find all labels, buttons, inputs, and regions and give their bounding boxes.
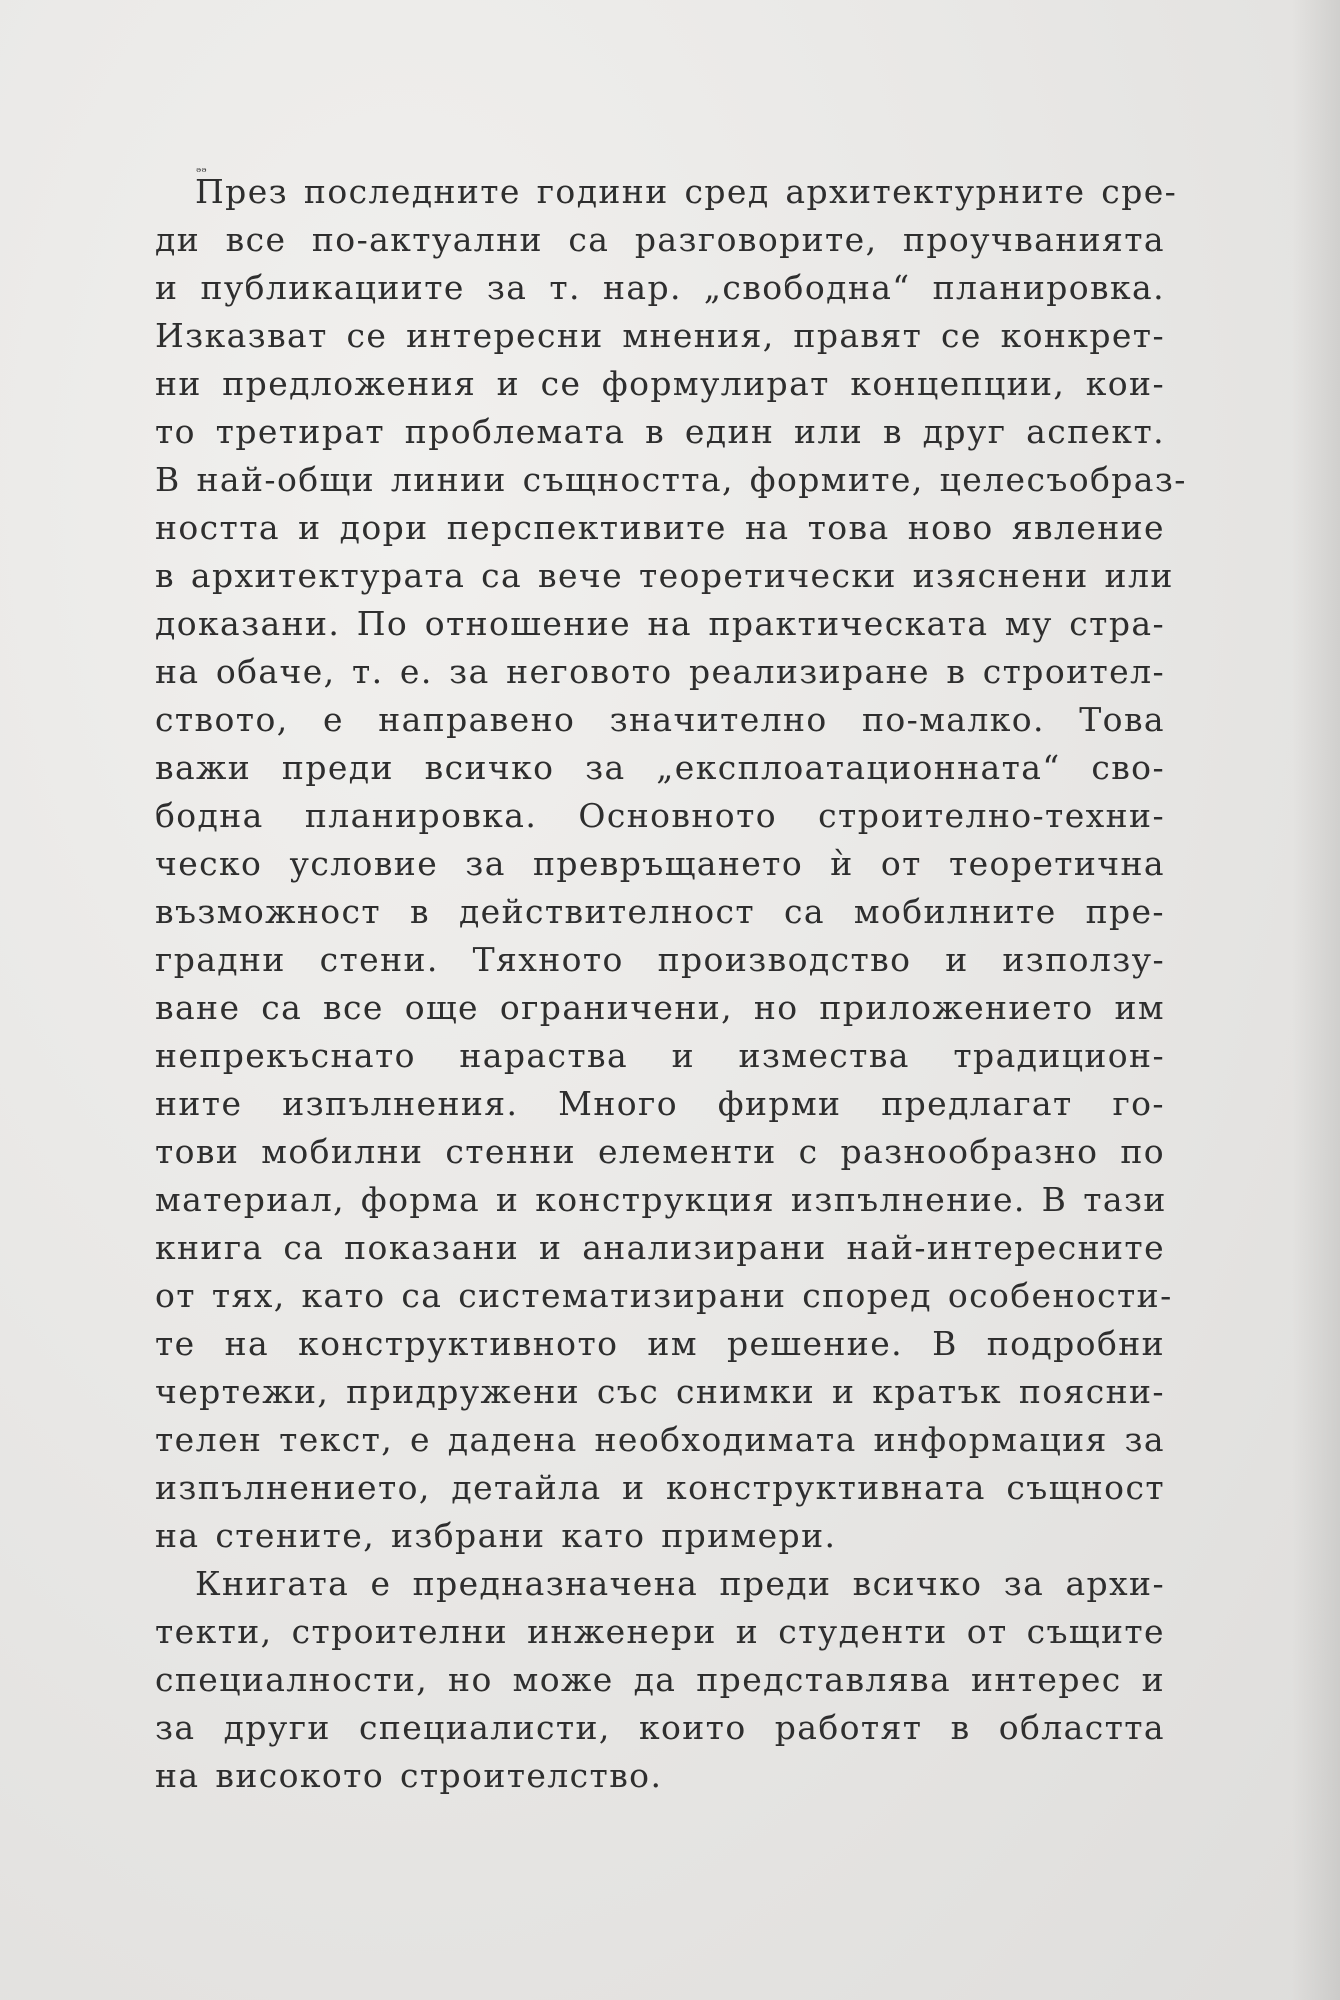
text-line: на стените, избрани като примери. [155,1516,837,1555]
text-line: възможност в действителност са мобилните пре- [155,892,1165,931]
text-line: доказани. По отношение на практическата му стра- [155,604,1165,643]
text-line: в архитектурата са вече теоретически изяснени или [155,556,1174,595]
text-line: ни предложения и се формулират концепции, кои- [155,364,1165,403]
text-line: ди все по-актуални са разговорите, проучванията [155,220,1165,259]
pencil-mark: ₔₔ [196,160,207,176]
text-line: телен текст, е дадена необходимата информация за [155,1420,1165,1459]
text-line: на обаче, т. е. за неговото реализиране в строител- [155,652,1165,691]
text-line: непрекъснато нараства и измества традицион- [155,1036,1165,1075]
text-line: ството, е направено значително по-малко. Това [155,700,1165,739]
text-line: В най-общи линии същността, формите, целесъобраз- [155,460,1187,499]
text-line: градни стени. Тяхното производство и използу- [155,940,1165,979]
text-block [155,168,1187,1800]
text-line: на високото строителство. [155,1756,663,1795]
text-line: специалности, но може да представлява интерес и [155,1660,1165,1699]
text-line: ване са все още ограничени, но приложението им [155,988,1165,1027]
text-line: Изказват се интересни мнения, правят се конкрет- [155,316,1165,355]
text-line: ните изпълнения. Много фирми предлагат го- [155,1084,1165,1123]
text-line: материал, форма и конструкция изпълнение. В тази [155,1180,1167,1219]
text-line: и публикациите за т. нар. „свободна“ планировка. [155,268,1165,307]
text-line: важи преди всичко за „експлоатационната“ сво- [155,748,1165,787]
paragraph-2 [155,1560,1165,1800]
text-line: ческо условие за превръщането ѝ от теоретична [155,844,1165,883]
text-line: Книгата е предназначена преди всичко за архи- [195,1564,1165,1603]
page-edge-shadow [1292,0,1340,2000]
text-line: изпълнението, детайла и конструктивната същност [155,1468,1165,1507]
text-line: тови мобилни стенни елементи с разнообразно по [155,1132,1165,1171]
text-line: През последните години сред архитектурните сре- [195,172,1178,211]
text-line: то третират проблемата в един или в друг аспект. [155,412,1165,451]
paragraph-1 [155,168,1187,1560]
text-line: книга са показани и анализирани най-интересните [155,1228,1165,1267]
text-line: бодна планировка. Основното строително-техни- [155,796,1165,835]
text-line: за други специалисти, които работят в областта [155,1708,1165,1747]
text-line: ността и дори перспективите на това ново явление [155,508,1165,547]
text-line: от тях, като са систематизирани според особености- [155,1276,1173,1315]
text-line: чертежи, придружени със снимки и кратък поясни- [155,1372,1165,1411]
text-line: те на конструктивното им решение. В подробни [155,1324,1165,1363]
text-line: текти, строителни инженери и студенти от същите [155,1612,1165,1651]
